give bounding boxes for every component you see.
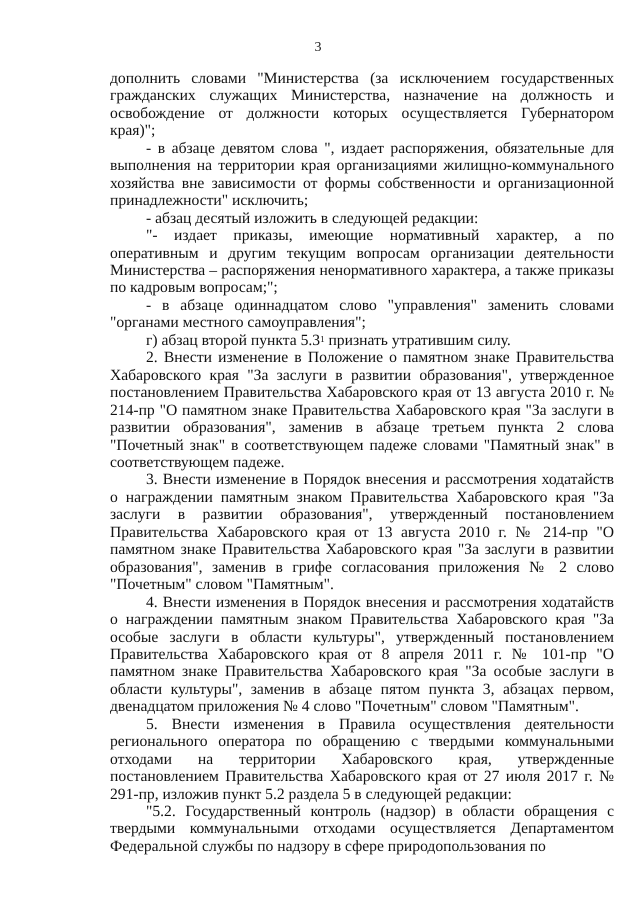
page-number: 3 bbox=[314, 40, 322, 55]
superscript-one: 1 bbox=[320, 333, 325, 344]
paragraph-item-ninth-abzac: - в абзаце девятом слова ", издает распоряжения, обязательные для выполнения на территории края организациями жилищно-коммунального хозяйства вне зависимости от формы собственности и организационной принадлежности" исключить; bbox=[110, 139, 614, 210]
paragraph-item-g bbox=[110, 332, 614, 349]
paragraph-item-g-post: признать утратившим силу. bbox=[324, 331, 511, 349]
paragraph-continuation: дополнить словами "Министерства (за исключением государственных гражданских служащих Министерства, назначение на должность и освобождение от должности которых осуществляется Губернатором края)"; bbox=[110, 70, 614, 140]
paragraph-item-tenth-abzac: - абзац десятый изложить в следующей редакции: bbox=[146, 209, 479, 227]
paragraph-item-g-pre: г) абзац второй пункта 5.3 bbox=[146, 331, 321, 349]
paragraph-section-3: 3. Внести изменение в Порядок внесения и рассмотрения ходатайств о награждении памятным знаком Правительства Хабаровского края "За заслуги в развитии образования", утвержденный постановлением Правительства Хабаровского края от 13 августа 2010 г. № 214-пр "О памятном знаке Правительства Хабаровского края "За заслуги в развитии образования", заменив в грифе согласования приложения № 2 слово "Почетным" словом "Памятным". bbox=[110, 471, 614, 594]
paragraph-section-4: 4. Внести изменения в Порядок внесения и рассмотрения ходатайств о награждении памятным знаком Правительства Хабаровского края "За особые заслуги в области культуры", утвержденный постановлением Правительства Хабаровского края от 8 апреля 2011 г. № 101-пр "О памятном знаке Правительства Хабаровского края "За особые заслуги в области культуры", заменив в абзаце пятом пункта 3, абзацах первом, двенадцатом приложения № 4 слово "Почетным" словом "Памятным". bbox=[110, 593, 614, 716]
paragraph-item-eleventh-abzac: - в абзаце одиннадцатом слово "управления" заменить словами "органами местного самоуправления"; bbox=[110, 296, 614, 332]
paragraph-quote-orders: "- издает приказы, имеющие нормативный характер, а по оперативным и другим текущим вопросам организации деятельности Министерства – распоряжения ненормативного характера, а также приказы по кадровым вопросам;"; bbox=[110, 227, 614, 297]
paragraph-section-5: 5. Внести изменения в Правила осуществления деятельности регионального оператора по обращению с твердыми коммунальными отходами на территории Хабаровского края, утвержденные постановлением Правительства Хабаровского края от 27 июля 2017 г. № 291-пр, изложив пункт 5.2 раздела 5 в следующей редакции: bbox=[110, 715, 614, 803]
paragraph-section-2: 2. Внести изменение в Положение о памятном знаке Правительства Хабаровского края "За заслуги в развитии образования", утвержденное постановлением Правительства Хабаровского края от 13 августа 2010 г. № 214-пр "О памятном знаке Правительства Хабаровского края "За заслуги в развитии образования", заменив в абзаце третьем пункта 2 слова "Почетный знак" в соответствующем падеже словами "Памятный знак" в соответствующем падеже. bbox=[110, 349, 614, 471]
paragraph-quote-5-2: "5.2. Государственный контроль (надзор) в области обращения с твердыми коммунальными отходами осуществляется Департаментом Федеральной службы по надзору в сфере природопользования по bbox=[110, 803, 614, 855]
document-body bbox=[110, 70, 614, 855]
